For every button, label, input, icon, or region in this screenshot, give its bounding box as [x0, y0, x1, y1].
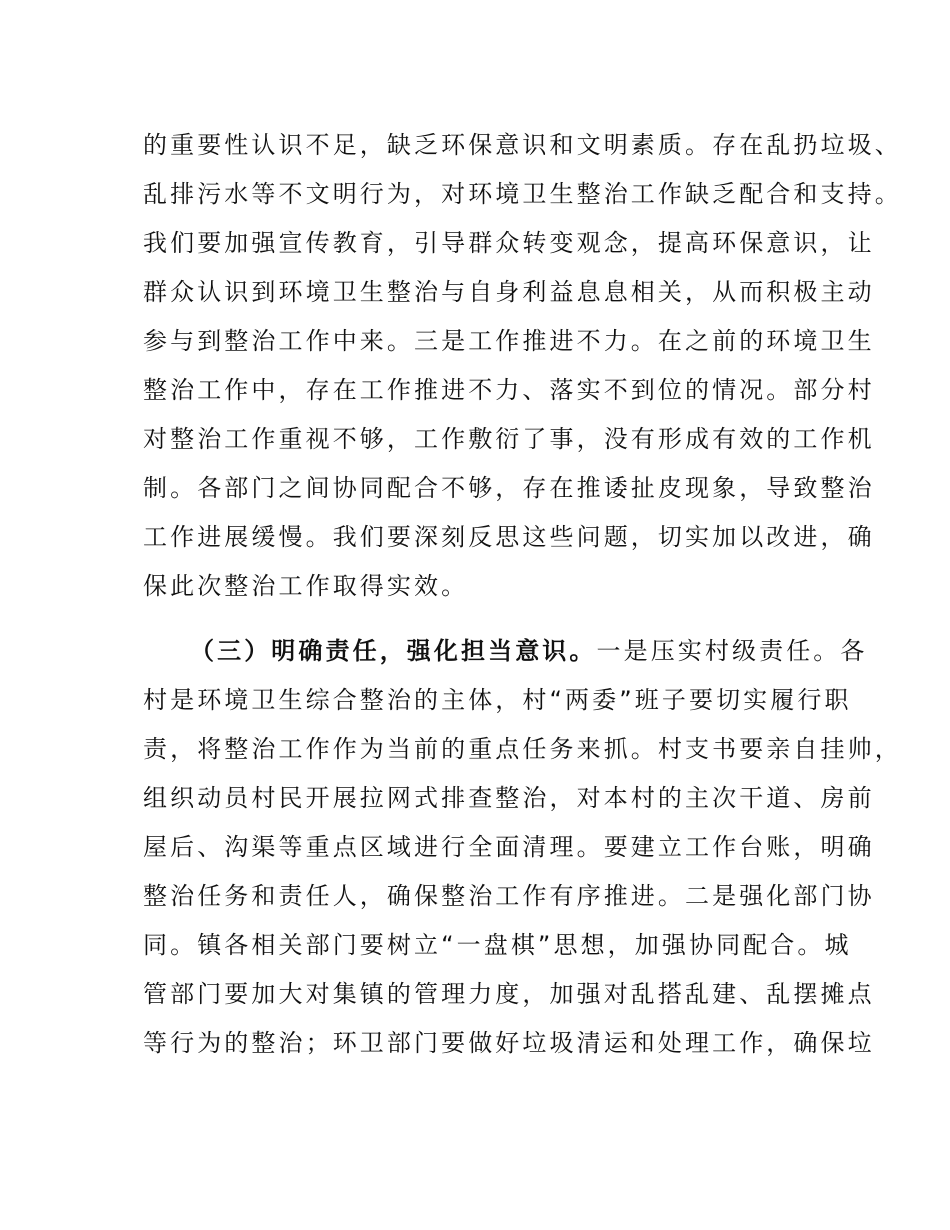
- text-line: 等行为的整治；环卫部门要做好垃圾清运和处理工作，确保垃: [143, 1029, 875, 1057]
- text-line: 对整治工作重视不够，工作敷衍了事，没有形成有效的工作机: [143, 425, 875, 453]
- text-line: 同。镇各相关部门要树立“一盘棋”思想，加强协同配合。城: [143, 931, 852, 959]
- text-line: 制。各部门之间协同配合不够，存在推诿扯皮现象，导致整治: [143, 474, 875, 502]
- text-line: 屋后、沟渠等重点区域进行全面清理。要建立工作台账，明确: [143, 833, 875, 861]
- text-line: 乱排污水等不文明行为，对环境卫生整治工作缺乏配合和支持。: [143, 180, 902, 208]
- text-line: 群众认识到环境卫生整治与自身利益息息相关，从而积极主动: [143, 278, 875, 306]
- text-line: 参与到整治工作中来。三是工作推进不力。在之前的环境卫生: [143, 327, 875, 355]
- section-heading: （三）明确责任，强化担当意识。: [190, 637, 597, 665]
- text-line: 我们要加强宣传教育，引导群众转变观念，提高环保意识，让: [143, 229, 875, 257]
- text-line: 整治任务和责任人，确保整治工作有序推进。二是强化部门协: [143, 882, 875, 910]
- text-line: 保此次整治工作取得实效。: [143, 572, 469, 600]
- section-heading-line: [190, 631, 868, 671]
- text-line: 责，将整治工作作为当前的重点任务来抓。村支书要亲自挂帅，: [143, 735, 902, 763]
- text-line: 组织动员村民开展拉网式排查整治，对本村的主次干道、房前: [143, 784, 875, 812]
- text-line: 村是环境卫生综合整治的主体，村“两委”班子要切实履行职: [143, 686, 852, 714]
- text-line: 整治工作中，存在工作推进不力、落实不到位的情况。部分村: [143, 376, 875, 404]
- text-line: 管部门要加大对集镇的管理力度，加强对乱搭乱建、乱摆摊点: [143, 980, 875, 1008]
- section-heading-rest: 一是压实村级责任。各: [596, 637, 868, 665]
- text-line: 工作进展缓慢。我们要深刻反思这些问题，切实加以改进，确: [143, 523, 875, 551]
- text-line: 的重要性认识不足，缺乏环保意识和文明素质。存在乱扔垃圾、: [143, 131, 902, 159]
